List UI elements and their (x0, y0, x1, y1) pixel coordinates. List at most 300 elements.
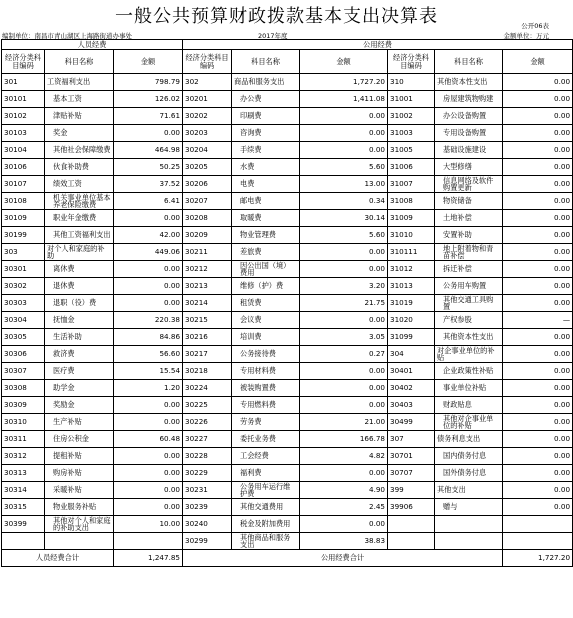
public-a-name-cell: 电费 (232, 176, 300, 193)
personnel-code-cell: 30109 (2, 210, 45, 227)
personnel-name-cell: 津贴补贴 (45, 108, 114, 125)
public-a-name-cell: 咨询费 (232, 125, 300, 142)
public-b-name-cell: 产权参股 (435, 312, 503, 329)
public-b-amount-cell: 0.00 (503, 193, 573, 210)
public-a-name-cell: 工会经费 (232, 448, 300, 465)
public-a-amount-cell: 2.45 (300, 499, 388, 516)
public-b-name-cell: 其他资本性支出 (435, 74, 503, 91)
public-b-amount-cell: 0.00 (503, 380, 573, 397)
personnel-amount-cell: 10.00 (114, 516, 183, 533)
public-a-code-cell: 30224 (183, 380, 232, 397)
table-row (2, 295, 573, 312)
public-a-code-cell: 30202 (183, 108, 232, 125)
table-row (2, 278, 573, 295)
public-a-code-cell: 30208 (183, 210, 232, 227)
public-a-name-cell: 会议费 (232, 312, 300, 329)
col-code-header: 经济分类科目编码 (388, 50, 435, 74)
personnel-name-cell: 其他社会保障缴费 (45, 142, 114, 159)
personnel-code-cell: 30314 (2, 482, 45, 499)
public-b-name-cell: 国内债务付息 (435, 448, 503, 465)
public-a-amount-cell: 0.00 (300, 397, 388, 414)
public-b-name-cell: 其他交通工具购置 (435, 295, 503, 312)
personnel-name-cell: 职业年金缴费 (45, 210, 114, 227)
public-a-code-cell: 302 (183, 74, 232, 91)
public-b-amount-cell: 0.00 (503, 278, 573, 295)
public-a-amount-cell: 38.83 (300, 533, 388, 550)
personnel-amount-cell: 0.00 (114, 414, 183, 431)
public-a-code-cell: 30209 (183, 227, 232, 244)
report-title: 一般公共预算财政拨款基本支出决算表 (115, 6, 438, 27)
table-row (2, 431, 573, 448)
public-b-code-cell: 304 (388, 346, 435, 363)
public-b-code-cell: 31002 (388, 108, 435, 125)
public-total-label: 公用经费合计 (183, 550, 503, 567)
public-a-name-cell: 公务接待费 (232, 346, 300, 363)
public-a-amount-cell: 0.34 (300, 193, 388, 210)
table-row (2, 448, 573, 465)
table-row (2, 397, 573, 414)
public-b-code-cell: 39906 (388, 499, 435, 516)
public-b-amount-cell: 0.00 (503, 329, 573, 346)
table-row (2, 533, 573, 550)
personnel-header: 人员经费 (2, 40, 183, 50)
col-name-header: 科目名称 (435, 50, 503, 74)
public-a-code-cell: 30227 (183, 431, 232, 448)
personnel-total-label: 人员经费合计 (2, 550, 114, 567)
public-a-amount-cell: 166.78 (300, 431, 388, 448)
public-a-name-cell: 因公出国（境）费用 (232, 261, 300, 278)
personnel-code-cell: 30104 (2, 142, 45, 159)
public-b-amount-cell: 0.00 (503, 431, 573, 448)
public-b-amount-cell: 0.00 (503, 261, 573, 278)
public-b-amount-cell (503, 533, 573, 550)
public-b-name-cell: 赠与 (435, 499, 503, 516)
public-b-amount-cell: 0.00 (503, 397, 573, 414)
personnel-name-cell: 奖金 (45, 125, 114, 142)
personnel-code-cell: 30302 (2, 278, 45, 295)
personnel-amount-cell: 464.98 (114, 142, 183, 159)
public-a-amount-cell: 0.00 (300, 244, 388, 261)
public-b-amount-cell: 0.00 (503, 227, 573, 244)
public-b-code-cell: 31012 (388, 261, 435, 278)
public-a-amount-cell: 0.00 (300, 125, 388, 142)
personnel-amount-cell: 0.00 (114, 397, 183, 414)
personnel-name-cell: 救济费 (45, 346, 114, 363)
personnel-name-cell: 其他工资福利支出 (45, 227, 114, 244)
public-a-name-cell: 商品和服务支出 (232, 74, 300, 91)
public-a-code-cell: 30299 (183, 533, 232, 550)
public-a-amount-cell: 0.27 (300, 346, 388, 363)
public-b-name-cell: 债务利息支出 (435, 431, 503, 448)
public-a-amount-cell: 4.82 (300, 448, 388, 465)
public-b-code-cell: 31001 (388, 91, 435, 108)
public-a-amount-cell: 0.00 (300, 142, 388, 159)
public-b-code-cell: 31003 (388, 125, 435, 142)
public-a-code-cell: 30212 (183, 261, 232, 278)
public-b-name-cell: 其他资本性支出 (435, 329, 503, 346)
personnel-name-cell: 购房补贴 (45, 465, 114, 482)
public-b-name-cell: 其他对企事业单位的补贴 (435, 414, 503, 431)
table-row (2, 74, 573, 91)
personnel-name-cell: 退职（役）费 (45, 295, 114, 312)
personnel-amount-cell: 0.00 (114, 482, 183, 499)
public-a-code-cell: 30206 (183, 176, 232, 193)
public-b-amount-cell: 0.00 (503, 499, 573, 516)
personnel-amount-cell: 56.60 (114, 346, 183, 363)
public-b-code-cell (388, 533, 435, 550)
public-a-code-cell: 30239 (183, 499, 232, 516)
personnel-name-cell: 对个人和家庭的补助 (45, 244, 114, 261)
public-a-amount-cell: 1,727.20 (300, 74, 388, 91)
public-a-name-cell: 办公费 (232, 91, 300, 108)
public-a-amount-cell: 3.05 (300, 329, 388, 346)
public-a-code-cell: 30211 (183, 244, 232, 261)
public-a-amount-cell: 4.90 (300, 482, 388, 499)
public-a-name-cell: 劳务费 (232, 414, 300, 431)
public-b-name-cell (435, 533, 503, 550)
public-b-name-cell: 国外债务付息 (435, 465, 503, 482)
public-a-code-cell: 30203 (183, 125, 232, 142)
personnel-amount-cell: 0.00 (114, 210, 183, 227)
public-a-name-cell: 税金及附加费用 (232, 516, 300, 533)
personnel-code-cell: 30108 (2, 193, 45, 210)
public-b-name-cell (435, 516, 503, 533)
public-a-name-cell: 被装购置费 (232, 380, 300, 397)
col-code-header: 经济分类科目编码 (2, 50, 45, 74)
public-b-name-cell: 其他支出 (435, 482, 503, 499)
personnel-amount-cell: 220.38 (114, 312, 183, 329)
public-b-amount-cell: 0.00 (503, 346, 573, 363)
public-a-code-cell: 30216 (183, 329, 232, 346)
public-a-code-cell: 30228 (183, 448, 232, 465)
table-row (2, 125, 573, 142)
public-b-code-cell: 30403 (388, 397, 435, 414)
public-header: 公用经费 (183, 40, 573, 50)
public-a-code-cell: 30213 (183, 278, 232, 295)
public-b-code-cell: 31019 (388, 295, 435, 312)
public-a-name-cell: 其他商品和服务支出 (232, 533, 300, 550)
public-b-code-cell: 30499 (388, 414, 435, 431)
public-b-amount-cell: 0.00 (503, 210, 573, 227)
personnel-name-cell: 提租补贴 (45, 448, 114, 465)
personnel-name-cell (45, 533, 114, 550)
public-b-code-cell: 30701 (388, 448, 435, 465)
public-a-amount-cell: 1,411.08 (300, 91, 388, 108)
public-b-amount-cell: 0.00 (503, 414, 573, 431)
personnel-name-cell: 机关事业单位基本养老保险缴费 (45, 193, 114, 210)
currency-unit: 金额单位：万元 (503, 32, 549, 40)
personnel-code-cell: 30307 (2, 363, 45, 380)
table-row (2, 159, 573, 176)
public-b-code-cell: 31007 (388, 176, 435, 193)
personnel-name-cell: 采暖补贴 (45, 482, 114, 499)
personnel-name-cell: 奖励金 (45, 397, 114, 414)
personnel-amount-cell: 449.06 (114, 244, 183, 261)
personnel-name-cell: 离休费 (45, 261, 114, 278)
public-b-name-cell: 财政贴息 (435, 397, 503, 414)
public-b-code-cell (388, 516, 435, 533)
personnel-amount-cell: 0.00 (114, 448, 183, 465)
public-a-name-cell: 水费 (232, 159, 300, 176)
personnel-name-cell: 物业服务补贴 (45, 499, 114, 516)
public-b-code-cell: 31009 (388, 210, 435, 227)
personnel-amount-cell: 0.00 (114, 278, 183, 295)
public-b-code-cell: 30401 (388, 363, 435, 380)
public-b-name-cell: 土地补偿 (435, 210, 503, 227)
expenditure-table (1, 39, 573, 567)
personnel-code-cell: 30305 (2, 329, 45, 346)
personnel-code-cell: 30106 (2, 159, 45, 176)
public-b-amount-cell: 0.00 (503, 74, 573, 91)
personnel-name-cell: 退休费 (45, 278, 114, 295)
public-b-code-cell: 30402 (388, 380, 435, 397)
public-b-name-cell: 基础设施建设 (435, 142, 503, 159)
personnel-code-cell: 30311 (2, 431, 45, 448)
public-b-amount-cell: 0.00 (503, 108, 573, 125)
personnel-amount-cell: 0.00 (114, 499, 183, 516)
personnel-amount-cell: 0.00 (114, 465, 183, 482)
public-a-amount-cell: 0.00 (300, 261, 388, 278)
table-row (2, 312, 573, 329)
public-b-amount-cell: 0.00 (503, 142, 573, 159)
personnel-amount-cell: 0.00 (114, 125, 183, 142)
personnel-code-cell: 30107 (2, 176, 45, 193)
public-a-amount-cell: 5.60 (300, 227, 388, 244)
table-row (2, 193, 573, 210)
table-row (2, 329, 573, 346)
public-a-code-cell: 30214 (183, 295, 232, 312)
public-b-amount-cell: — (503, 312, 573, 329)
public-a-amount-cell: 0.00 (300, 363, 388, 380)
public-a-amount-cell: 0.00 (300, 516, 388, 533)
public-b-code-cell: 31008 (388, 193, 435, 210)
public-a-amount-cell: 21.75 (300, 295, 388, 312)
public-b-code-cell: 399 (388, 482, 435, 499)
personnel-name-cell: 住房公积金 (45, 431, 114, 448)
table-row (2, 516, 573, 533)
public-a-code-cell: 30240 (183, 516, 232, 533)
public-b-amount-cell: 0.00 (503, 363, 573, 380)
personnel-name-cell: 助学金 (45, 380, 114, 397)
col-name-header: 科目名称 (45, 50, 114, 74)
public-b-amount-cell (503, 516, 573, 533)
public-a-amount-cell: 3.20 (300, 278, 388, 295)
public-a-name-cell: 专用材料费 (232, 363, 300, 380)
public-a-code-cell: 30225 (183, 397, 232, 414)
table-row (2, 482, 573, 499)
compiling-unit: 编制单位：南昌市青山湖区上海路街道办事处 (2, 32, 132, 40)
personnel-total-amount: 1,247.85 (114, 550, 183, 567)
col-code-header: 经济分类科目编码 (183, 50, 232, 74)
public-a-name-cell: 培训费 (232, 329, 300, 346)
public-b-amount-cell: 0.00 (503, 125, 573, 142)
personnel-amount-cell: 1.20 (114, 380, 183, 397)
public-a-name-cell: 差旅费 (232, 244, 300, 261)
personnel-code-cell: 30301 (2, 261, 45, 278)
personnel-amount-cell: 126.02 (114, 91, 183, 108)
public-b-name-cell: 物资储备 (435, 193, 503, 210)
public-b-code-cell: 31005 (388, 142, 435, 159)
table-row (2, 142, 573, 159)
public-b-name-cell: 企业政策性补贴 (435, 363, 503, 380)
public-a-name-cell: 公务用车运行维护费 (232, 482, 300, 499)
public-b-code-cell: 31006 (388, 159, 435, 176)
col-name-header: 科目名称 (232, 50, 300, 74)
col-amount-header: 金额 (300, 50, 388, 74)
public-a-code-cell: 30205 (183, 159, 232, 176)
public-a-amount-cell: 0.00 (300, 312, 388, 329)
personnel-code-cell: 30308 (2, 380, 45, 397)
public-a-name-cell: 福利费 (232, 465, 300, 482)
personnel-name-cell: 绩效工资 (45, 176, 114, 193)
public-a-name-cell: 物业管理费 (232, 227, 300, 244)
public-b-amount-cell: 0.00 (503, 295, 573, 312)
personnel-code-cell: 30309 (2, 397, 45, 414)
report-year: 2017年度 (258, 32, 288, 40)
personnel-name-cell: 伙食补助费 (45, 159, 114, 176)
table-row (2, 176, 573, 193)
personnel-code-cell: 30303 (2, 295, 45, 312)
public-b-code-cell: 30707 (388, 465, 435, 482)
public-a-amount-cell: 0.00 (300, 465, 388, 482)
table-row (2, 227, 573, 244)
public-b-amount-cell: 0.00 (503, 176, 573, 193)
table-row (2, 499, 573, 516)
personnel-code-cell: 30101 (2, 91, 45, 108)
personnel-name-cell: 其他对个人和家庭的补助支出 (45, 516, 114, 533)
public-a-name-cell: 印刷费 (232, 108, 300, 125)
public-total-amount: 1,727.20 (503, 550, 573, 567)
public-a-amount-cell: 0.00 (300, 380, 388, 397)
public-b-code-cell: 31020 (388, 312, 435, 329)
personnel-name-cell: 基本工资 (45, 91, 114, 108)
public-b-name-cell: 专用设备购置 (435, 125, 503, 142)
public-b-amount-cell: 0.00 (503, 159, 573, 176)
table-row (2, 210, 573, 227)
personnel-code-cell: 30399 (2, 516, 45, 533)
public-b-code-cell: 307 (388, 431, 435, 448)
public-a-code-cell: 30229 (183, 465, 232, 482)
personnel-code-cell (2, 533, 45, 550)
personnel-amount-cell: 0.00 (114, 295, 183, 312)
table-row (2, 261, 573, 278)
public-b-amount-cell: 0.00 (503, 91, 573, 108)
col-amount-header: 金额 (114, 50, 183, 74)
table-row (2, 414, 573, 431)
public-b-name-cell: 地上附着物和青苗补偿 (435, 244, 503, 261)
public-a-code-cell: 30207 (183, 193, 232, 210)
public-a-name-cell: 手续费 (232, 142, 300, 159)
personnel-code-cell: 301 (2, 74, 45, 91)
public-b-amount-cell: 0.00 (503, 482, 573, 499)
public-b-code-cell: 310 (388, 74, 435, 91)
public-a-code-cell: 30226 (183, 414, 232, 431)
public-b-name-cell: 事业单位补贴 (435, 380, 503, 397)
personnel-amount-cell: 60.48 (114, 431, 183, 448)
personnel-code-cell: 30313 (2, 465, 45, 482)
personnel-name-cell: 抚恤金 (45, 312, 114, 329)
public-a-name-cell: 委托业务费 (232, 431, 300, 448)
col-amount-header: 金额 (503, 50, 573, 74)
personnel-amount-cell: 798.79 (114, 74, 183, 91)
public-b-amount-cell: 0.00 (503, 448, 573, 465)
table-row (2, 91, 573, 108)
personnel-amount-cell: 37.52 (114, 176, 183, 193)
public-a-amount-cell: 13.00 (300, 176, 388, 193)
table-body (2, 74, 573, 550)
table-row (2, 244, 573, 261)
public-a-name-cell: 取暖费 (232, 210, 300, 227)
public-b-name-cell: 安置补助 (435, 227, 503, 244)
personnel-amount-cell: 42.00 (114, 227, 183, 244)
public-b-code-cell: 31099 (388, 329, 435, 346)
table-row (2, 380, 573, 397)
public-b-code-cell: 31013 (388, 278, 435, 295)
personnel-amount-cell (114, 533, 183, 550)
public-a-name-cell: 其他交通费用 (232, 499, 300, 516)
public-b-name-cell: 办公设备购置 (435, 108, 503, 125)
personnel-amount-cell: 6.41 (114, 193, 183, 210)
public-a-code-cell: 30204 (183, 142, 232, 159)
public-b-amount-cell: 0.00 (503, 465, 573, 482)
public-a-name-cell: 邮电费 (232, 193, 300, 210)
public-b-name-cell: 公务用车购置 (435, 278, 503, 295)
public-b-name-cell: 对企事业单位的补贴 (435, 346, 503, 363)
public-b-name-cell: 房屋建筑物购建 (435, 91, 503, 108)
public-a-code-cell: 30217 (183, 346, 232, 363)
public-a-amount-cell: 5.60 (300, 159, 388, 176)
public-b-amount-cell: 0.00 (503, 244, 573, 261)
public-b-code-cell: 310111 (388, 244, 435, 261)
personnel-code-cell: 30102 (2, 108, 45, 125)
public-b-name-cell: 大型修缮 (435, 159, 503, 176)
personnel-code-cell: 30199 (2, 227, 45, 244)
public-a-amount-cell: 0.00 (300, 108, 388, 125)
public-a-name-cell: 租赁费 (232, 295, 300, 312)
personnel-name-cell: 生活补助 (45, 329, 114, 346)
table-row (2, 108, 573, 125)
table-row (2, 465, 573, 482)
personnel-name-cell: 生产补贴 (45, 414, 114, 431)
public-a-amount-cell: 30.14 (300, 210, 388, 227)
public-b-name-cell: 拆迁补偿 (435, 261, 503, 278)
personnel-amount-cell: 0.00 (114, 261, 183, 278)
personnel-amount-cell: 50.25 (114, 159, 183, 176)
personnel-code-cell: 30103 (2, 125, 45, 142)
public-a-name-cell: 专用燃料费 (232, 397, 300, 414)
personnel-code-cell: 30306 (2, 346, 45, 363)
personnel-name-cell: 工资福利支出 (45, 74, 114, 91)
personnel-code-cell: 30315 (2, 499, 45, 516)
public-a-amount-cell: 21.00 (300, 414, 388, 431)
public-a-code-cell: 30218 (183, 363, 232, 380)
public-a-name-cell: 维修（护）费 (232, 278, 300, 295)
table-row (2, 363, 573, 380)
public-b-name-cell: 信息网络及软件购置更新 (435, 176, 503, 193)
personnel-code-cell: 30304 (2, 312, 45, 329)
personnel-code-cell: 30310 (2, 414, 45, 431)
personnel-amount-cell: 84.86 (114, 329, 183, 346)
public-b-code-cell: 31010 (388, 227, 435, 244)
personnel-amount-cell: 71.61 (114, 108, 183, 125)
table-row (2, 346, 573, 363)
personnel-code-cell: 30312 (2, 448, 45, 465)
public-a-code-cell: 30215 (183, 312, 232, 329)
public-a-code-cell: 30201 (183, 91, 232, 108)
form-code: 公开06表 (521, 22, 549, 30)
personnel-code-cell: 303 (2, 244, 45, 261)
public-a-code-cell: 30231 (183, 482, 232, 499)
